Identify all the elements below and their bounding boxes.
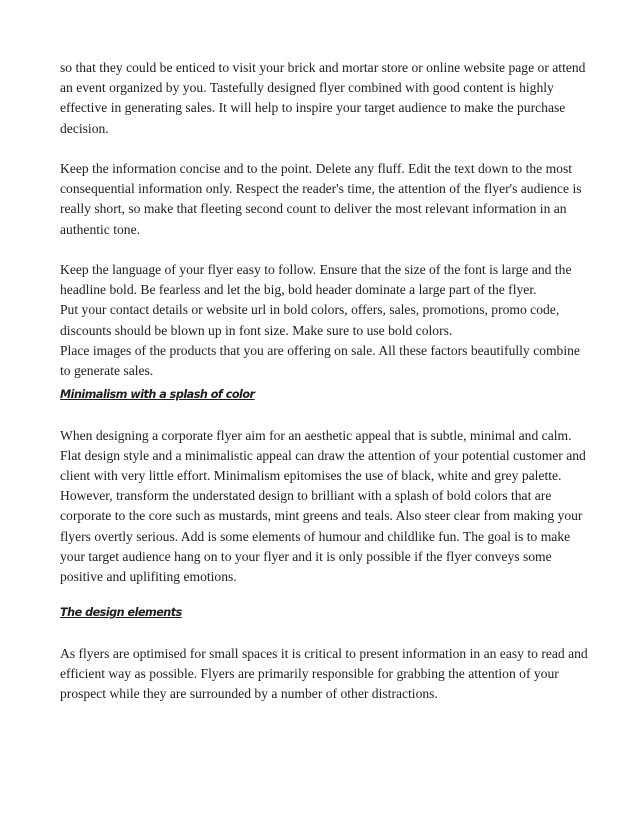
design-paragraph: As flyers are optimised for small spaces it is critical to present information in an easy to read and efficient way as possible. Flyers are primarily responsible for grabbing the attention of your prospect while they are surrounded by a number of other distractions. bbox=[60, 645, 588, 702]
concise-paragraph: Keep the information concise and to the point. Delete any fluff. Edit the text down to the most consequential information only. Respect the reader's time, the attention of the flyer's audience is really short, so make that fleeting second count to deliver the most relevant information in an authentic tone. bbox=[60, 161, 582, 237]
images-paragraph: Place images of the products that you are offering on sale. All these factors beautifully combine to generate sales. bbox=[60, 342, 580, 379]
paragraph-spacer bbox=[60, 405, 590, 425]
contact-paragraph: Put your contact details or website url in bold colors, offers, sales, promotions, promo code, discounts should be blown up in font size. Make sure to use bold colors. bbox=[60, 302, 560, 338]
minimalism-heading: Minimalism with a splash of color bbox=[60, 388, 255, 402]
document-page bbox=[60, 58, 590, 704]
design-heading: The design elements bbox=[60, 606, 182, 620]
paragraph-spacer bbox=[60, 240, 590, 260]
paragraph-spacer bbox=[60, 587, 590, 603]
language-paragraph: Keep the language of your flyer easy to follow. Ensure that the size of the font is large and the headline bold. Be fearless and let the big, bold header dominate a large part of the flyer. bbox=[60, 262, 572, 298]
paragraph-spacer bbox=[60, 139, 590, 159]
intro-paragraph: so that they could be enticed to visit your brick and mortar store or online website page or attend an event organized by you. Tastefully designed flyer combined with good content is highly effective in generating sales. It will help to inspire your target audience to make the purchase decision. bbox=[60, 60, 586, 136]
minimalism-paragraph: When designing a corporate flyer aim for an aesthetic appeal that is subtle, minimal and calm. Flat design style and a minimalistic appeal can draw the attention of your potential customer and client with very little effort. Minimalism epitomises the use of black, white and grey palette. However, transform the understated design to brilliant with a splash of bold colors that are corporate to the core such as mustards, mint greens and teals. Also steer clear from making your flyers overtly serious. Add is some elements of humour and childlike fun. The goal is to make your target audience hang on to your flyer and it is only possible if the flyer conveys some positive and uplifiting emotions. bbox=[60, 427, 586, 585]
paragraph-spacer bbox=[60, 623, 590, 643]
